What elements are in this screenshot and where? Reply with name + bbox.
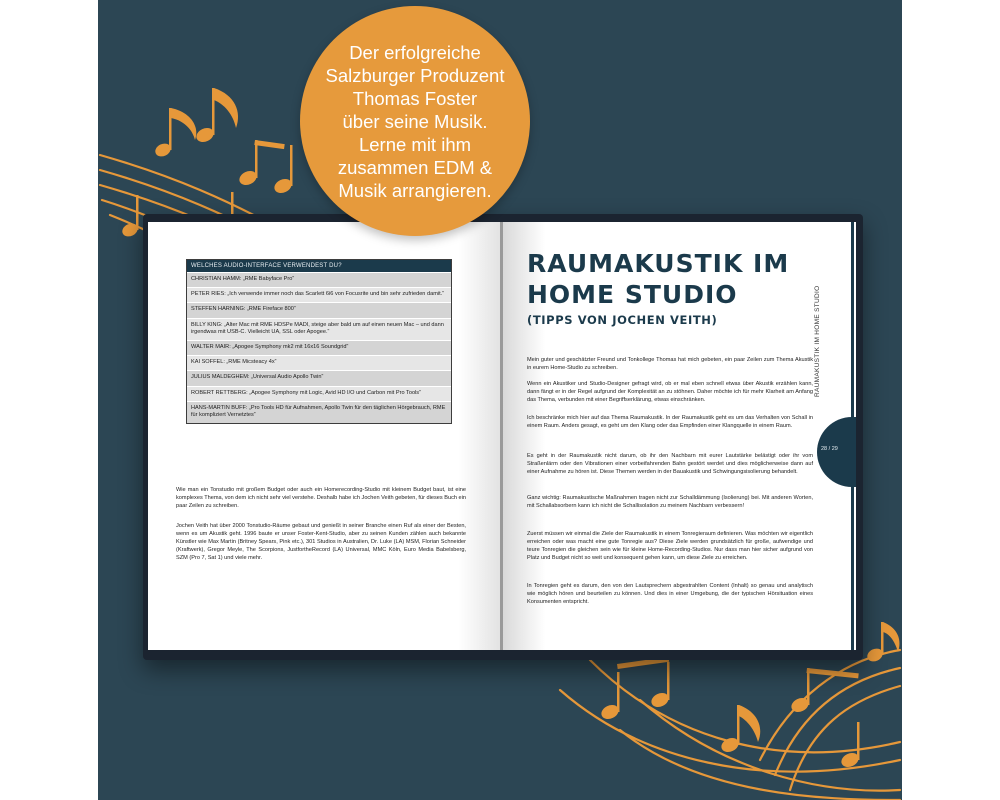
page-number-tab (817, 417, 856, 487)
table-row: KAI SOFFEL: „RME Micsteacy 4x“ (187, 355, 451, 370)
title-line-1: RAUMAKUSTIK IM (527, 249, 790, 278)
table-row: JULIUS MALDEGHEM: „Universal Audio Apollo Twin“ (187, 370, 451, 385)
left-page (148, 222, 501, 650)
page-title (527, 248, 827, 310)
left-paragraph-1: Wie man ein Tonstudio mit großem Budget oder auch ein Homerecording-Studio mit kleinem Budget baut, ist eine komplexes Thema, von dem ich nicht sehr viel verstehe. Deshalb habe ich Jochen Veith gebeten, für dieses Buch ein paar Zeilen zu schreiben. (176, 487, 467, 509)
table-row: WALTER MAIR: „Apogee Symphony mk2 mit 16x16 Soundgrid“ (187, 340, 451, 355)
table-rows (187, 272, 451, 423)
right-paragraph: Es geht in der Raumakustik nicht darum, ob ihr den Nachbarn mit eurer Lautstärke belästigt oder ihr vom Straßenlärm oder den Vibrationen einer vorbeifahrenden Bahn gestört werdet und dies möglicherweise dann auf einer Aufnahme zu hören ist. Diese Themen werden in der Bauakustik und Schwingungsisolierung behandelt. (527, 453, 813, 475)
promo-badge (300, 6, 530, 236)
title-line-2: HOME STUDIO (527, 280, 738, 309)
page-numbers: 28 / 29 (821, 446, 838, 452)
right-paragraph: In Tonregien geht es darum, den von den Lautsprechern abgestrahlten Content (Inhalt) so genau und analytisch wie möglich hören und beurteilen zu können. Und dies in einer Umgebung, die der typischen Hörsituation eines Konsumenten entspricht. (527, 583, 813, 605)
table-row: ROBERT RETTBERG: „Apogee Symphony mit Logic, Avid HD I/O und Carbon mit Pro Tools“ (187, 386, 451, 401)
table-row: CHRISTIAN HAMM: „RME Babyface Pro“ (187, 272, 451, 287)
table-row: STEFFEN HARNING: „RME Fireface 800“ (187, 302, 451, 317)
promo-text: Der erfolgreiche Salzburger Produzent Thomas Foster über seine Musik. Lerne mit ihm zusammen EDM & Musik arrangieren. (325, 41, 505, 201)
table-row: BILLY KING: „Alter Mac mit RME HDSPe MADI, steige aber bald um auf einen neuen Mac – und dann irgendwas mit USB-C. Vielleicht UA, SSL oder Apogee.“ (187, 318, 451, 340)
table-row: HANS-MARTIN BUFF: „Pro Tools HD für Aufnahmen, Apollo Twin für den täglichen Hörgebrauch, RME für kompliziert Vernetztes“ (187, 401, 451, 423)
right-paragraph: Ich beschränke mich hier auf das Thema Raumakustik. In der Raumakustik geht es um das Verhalten von Schall in einem Raum. Anders gesagt, es geht um den Klang oder das Empfinden einer Klangquelle in einem Raum. (527, 415, 813, 429)
table-header: WELCHES AUDIO-INTERFACE VERWENDEST DU? (187, 260, 451, 272)
table-row: PETER RIES: „Ich verwende immer noch das Scarlett 6i6 von Focusrite und bin sehr zufrieden damit.“ (187, 287, 451, 302)
right-paragraph: Zuerst müssen wir einmal die Ziele der Raumakustik in einem Tonregieraum definieren. Was möchten wir eigentlich erreichen oder was macht eine gute Tonregie aus? Diese Ziele werden grundsätzlich für große, aufwendige und teure Tonregien die gleichen sein wie für kleine Home-Recording-Studios. Nur dass man hier sicher aufgrund von Platz und Budget nicht so weit und konsequent gehen kann, um diese Ziele zu erreichen. (527, 531, 813, 561)
right-paragraph: Ganz wichtig: Raumakustische Maßnahmen tragen nicht zur Schalldämmung (Isolierung) bei. Mit anderen Worten, mit Schallabsorbern kann ich nicht die Schallisolation zu meinem Nachbarn verbessern! (527, 495, 813, 509)
interface-table (186, 259, 452, 424)
page-subtitle: (TIPPS VON JOCHEN VEITH) (527, 313, 718, 327)
left-paragraph-2: Jochen Veith hat über 2000 Tonstudio-Räume gebaut und genießt in seiner Branche einen Ruf als einer der Besten, wenn es um Akustik geht. 1996 baute er unser Foster-Kent-Studio, aber zu seinen Kunden zählen auch bekannte Künstler wie Max Martin (Britney Spears, Pink etc.), 301 Studios in Australien, Dr. Luke (LA) MSM, Florian Schneider (Kraftwerk), Gregor Meyle, The Scorpions, JustfortheRecord (LA) Universal, MMC Köln, Euro Media Babelsberg, SZM (Pro 7, Sat 1) und viele mehr. (176, 523, 466, 561)
right-paragraph: Mein guter und geschätzter Freund und Tonkollege Thomas hat mich gebeten, ein paar Zeilen zum Thema Akustik in eurem Home-Studio zu schreiben. (527, 357, 813, 371)
right-page (503, 222, 856, 650)
side-label: RAUMAKUSTIK IM HOME STUDIO (814, 285, 821, 397)
right-paragraph: Wenn ein Akustiker und Studio-Designer gefragt wird, ob er mal eben schnell etwas über Akustik erzählen kann, dann fängt er in der Regel aufgrund der Komplexität an zu stöhnen. Daher möchte ich für mehr Klarheit am Anfang das Thema, verbunden mit einer Begriffserklärung, etwas einschränken. (527, 381, 813, 403)
